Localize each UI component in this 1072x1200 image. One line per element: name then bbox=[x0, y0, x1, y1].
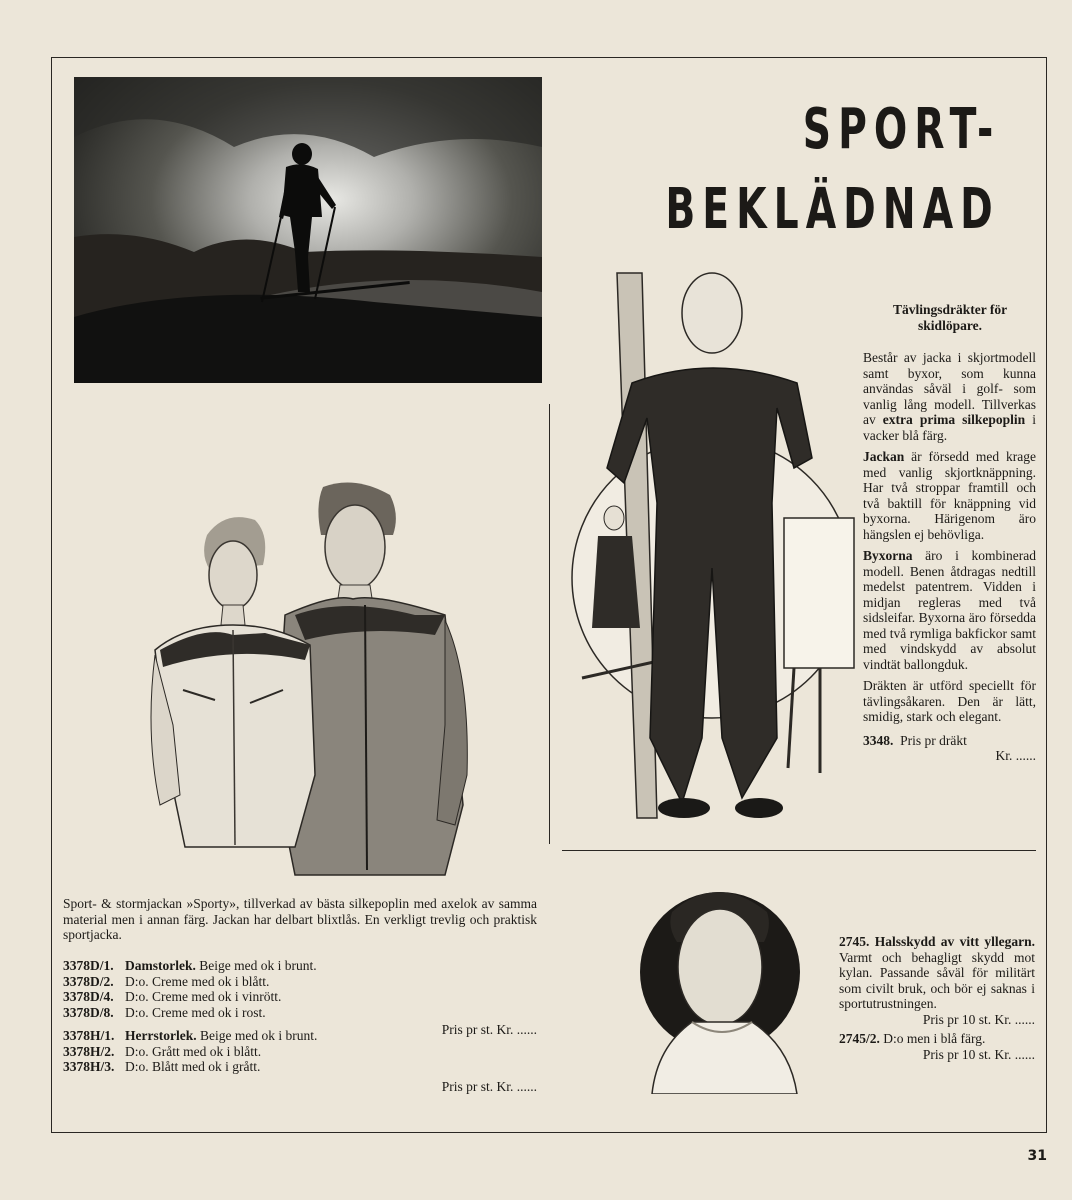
item-text: D:o. Creme med ok i blått. bbox=[125, 973, 270, 989]
item-size-label: Herrstorlek. bbox=[125, 1028, 197, 1043]
race-suit-heading: Tävlingsdräkter för skidlöpare. bbox=[892, 302, 1008, 333]
jacket-couple-illustration bbox=[145, 475, 485, 887]
neck-guard-price: Pris pr 10 st. Kr. ...... bbox=[922, 1011, 1035, 1027]
para-2-label: Jackan bbox=[863, 449, 905, 464]
item-text: D:o. Blått med ok i grått. bbox=[125, 1059, 261, 1074]
dam-price: Pris pr st. Kr. ...... bbox=[441, 1022, 537, 1037]
race-suit-para-1 bbox=[863, 350, 1036, 443]
herr-price: Pris pr st. Kr. ...... bbox=[441, 1078, 537, 1094]
race-suit-price-line bbox=[863, 733, 1036, 749]
race-suit-para-4: Dräkten är utförd speciellt för tävlingsåkaren. Den är lätt, smidig, stark och elegant. bbox=[863, 678, 1036, 724]
column-divider bbox=[549, 404, 550, 844]
dam-item-1 bbox=[63, 958, 537, 974]
item-text: Beige med ok i brunt. bbox=[199, 958, 317, 973]
page-number: 31 bbox=[1027, 1148, 1047, 1164]
item-code: 3378H/3. bbox=[63, 1059, 115, 1074]
dam-item-4 bbox=[63, 1005, 537, 1021]
race-suit-text bbox=[863, 350, 1036, 764]
race-suit-para-2 bbox=[863, 449, 1036, 542]
para-1-color: i vacker blå färg. bbox=[863, 412, 1036, 443]
race-suit-price: Pris pr dräkt bbox=[900, 732, 967, 748]
neck-guard-variant-code: 2745/2. bbox=[839, 1031, 880, 1046]
herr-item-2 bbox=[63, 1044, 537, 1060]
neck-guard-title: Halsskydd av vitt yllegarn. bbox=[874, 934, 1035, 949]
section-divider bbox=[562, 850, 1036, 851]
race-suit-price-amount: Kr. ...... bbox=[995, 748, 1036, 763]
jacket-description: Sport- & stormjackan »Sporty», tillverkad av bästa silkepoplin med axelok av samma material men i annan färg. Jackan har delbart blixtlås. En verkligt trevlig och praktisk sportjacka. bbox=[63, 896, 537, 942]
para-3-text: äro i kombinerad modell. Benen åtdragas nedtill medelst patentrem. Vidden i midjan regleras med två sidsleifar. Byxorna äro försedda med två rymliga bakfickor samt med vindskydd av absolut vindtät ballongduk. bbox=[863, 548, 1036, 672]
para-3-label: Byxorna bbox=[863, 548, 913, 563]
item-text: D:o. Creme med ok i vinrött. bbox=[125, 989, 282, 1004]
neck-guard-para bbox=[839, 934, 1035, 1012]
race-suit-illustration bbox=[562, 268, 862, 834]
herr-item-list bbox=[63, 1028, 537, 1094]
face bbox=[678, 909, 762, 1025]
neck-guard-variant bbox=[839, 1031, 1035, 1047]
item-code: 3378D/1. bbox=[63, 958, 114, 973]
neck-guard-code: 2745. bbox=[839, 934, 870, 949]
item-code: 3378D/2. bbox=[63, 973, 114, 989]
dam-item-2 bbox=[63, 974, 537, 990]
item-code: 3378D/4. bbox=[63, 989, 114, 1004]
item-code: 3378H/2. bbox=[63, 1043, 115, 1059]
herr-item-1 bbox=[63, 1028, 537, 1044]
neck-guard-description: Varmt och behagligt skydd mot kylan. Passande såväl för militärt som civilt bruk, och bör ej saknas i sportutrustningen. bbox=[839, 949, 1035, 1011]
para-1-material: extra prima silkepoplin bbox=[882, 412, 1026, 427]
para-1-text: Består av jacka i skjortmodell samt byxor, som kunna användas såväl i golf- som vanlig lång modell. Tillverkas av bbox=[863, 350, 1036, 427]
item-text: D:o. Creme med ok i rost. bbox=[125, 1004, 266, 1020]
neck-guard-text bbox=[839, 934, 1035, 1062]
item-code: 3378H/1. bbox=[63, 1028, 115, 1043]
item-text: Beige med ok i brunt. bbox=[199, 1028, 318, 1043]
herr-item-3 bbox=[63, 1059, 537, 1075]
title-line-2: BEKLÄDNAD bbox=[665, 177, 1000, 242]
dam-item-list bbox=[63, 958, 537, 1038]
race-suit-para-3 bbox=[863, 548, 1036, 672]
item-size-label: Damstorlek. bbox=[125, 958, 196, 973]
item-code: 3378D/8. bbox=[63, 1004, 114, 1020]
neck-guard-illustration bbox=[632, 872, 822, 1094]
woman-figure bbox=[151, 517, 315, 847]
skier-silhouette-image bbox=[74, 77, 542, 383]
item-text: D:o. Grått med ok i blått. bbox=[125, 1043, 262, 1059]
title-line-1: SPORT- bbox=[802, 97, 1000, 162]
suit-diagram bbox=[784, 518, 854, 668]
dam-item-3 bbox=[63, 989, 537, 1005]
neck-guard-variant-text: D:o men i blå färg. bbox=[883, 1031, 986, 1046]
neck-guard-variant-price: Pris pr 10 st. Kr. ...... bbox=[922, 1046, 1035, 1062]
skier-photo bbox=[74, 77, 542, 383]
race-suit-code: 3348. bbox=[863, 732, 894, 748]
para-2-text: är försedd med krage med vanlig skjortknäppning. Har två stroppar framtill och två baktill för knäppning vid byxorna. Härigenom äro hängslen ej behövliga. bbox=[863, 449, 1036, 542]
